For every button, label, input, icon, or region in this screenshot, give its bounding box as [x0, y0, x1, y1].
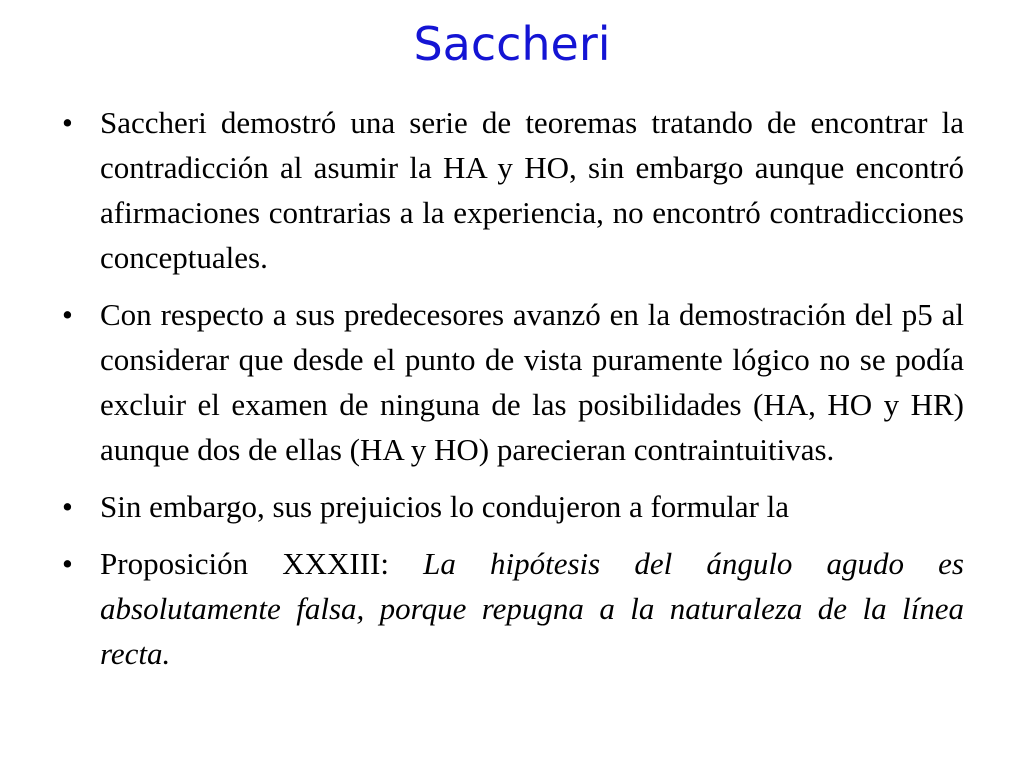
bullet-icon: • [62, 546, 73, 581]
bullet-icon: • [62, 105, 73, 140]
bullet-item [62, 292, 964, 472]
bullet-text: Con respecto a sus predecesores avanzó en la demostración del p5 al considerar que desde el punto de vista puramente lógico no se podía excluir el examen de ninguna de las posibilidades (HA, HO y HR) aunque dos de ellas (HA y HO) parecieran contraintuitivas. [100, 297, 964, 467]
bullet-italic-text: La hipótesis del ángulo agudo es absolutamente falsa, porque repugna a la naturaleza de la línea recta. [100, 546, 964, 671]
slide-body [62, 100, 964, 688]
bullet-item [62, 100, 964, 280]
bullet-list [62, 100, 964, 676]
bullet-icon: • [62, 297, 73, 332]
bullet-lead-text: Proposición XXXIII: [100, 546, 424, 581]
bullet-icon: • [62, 489, 73, 524]
bullet-item [62, 484, 964, 529]
slide-title: Saccheri [413, 17, 611, 71]
bullet-text: Saccheri demostró una serie de teoremas tratando de encontrar la contradicción al asumir la HA y HO, sin embargo aunque encontró afirmaciones contrarias a la experiencia, no encontró contradicciones conceptuales. [100, 105, 964, 275]
bullet-text: Sin embargo, sus prejuicios lo condujeron a formular la [100, 489, 790, 524]
bullet-item [62, 541, 964, 676]
